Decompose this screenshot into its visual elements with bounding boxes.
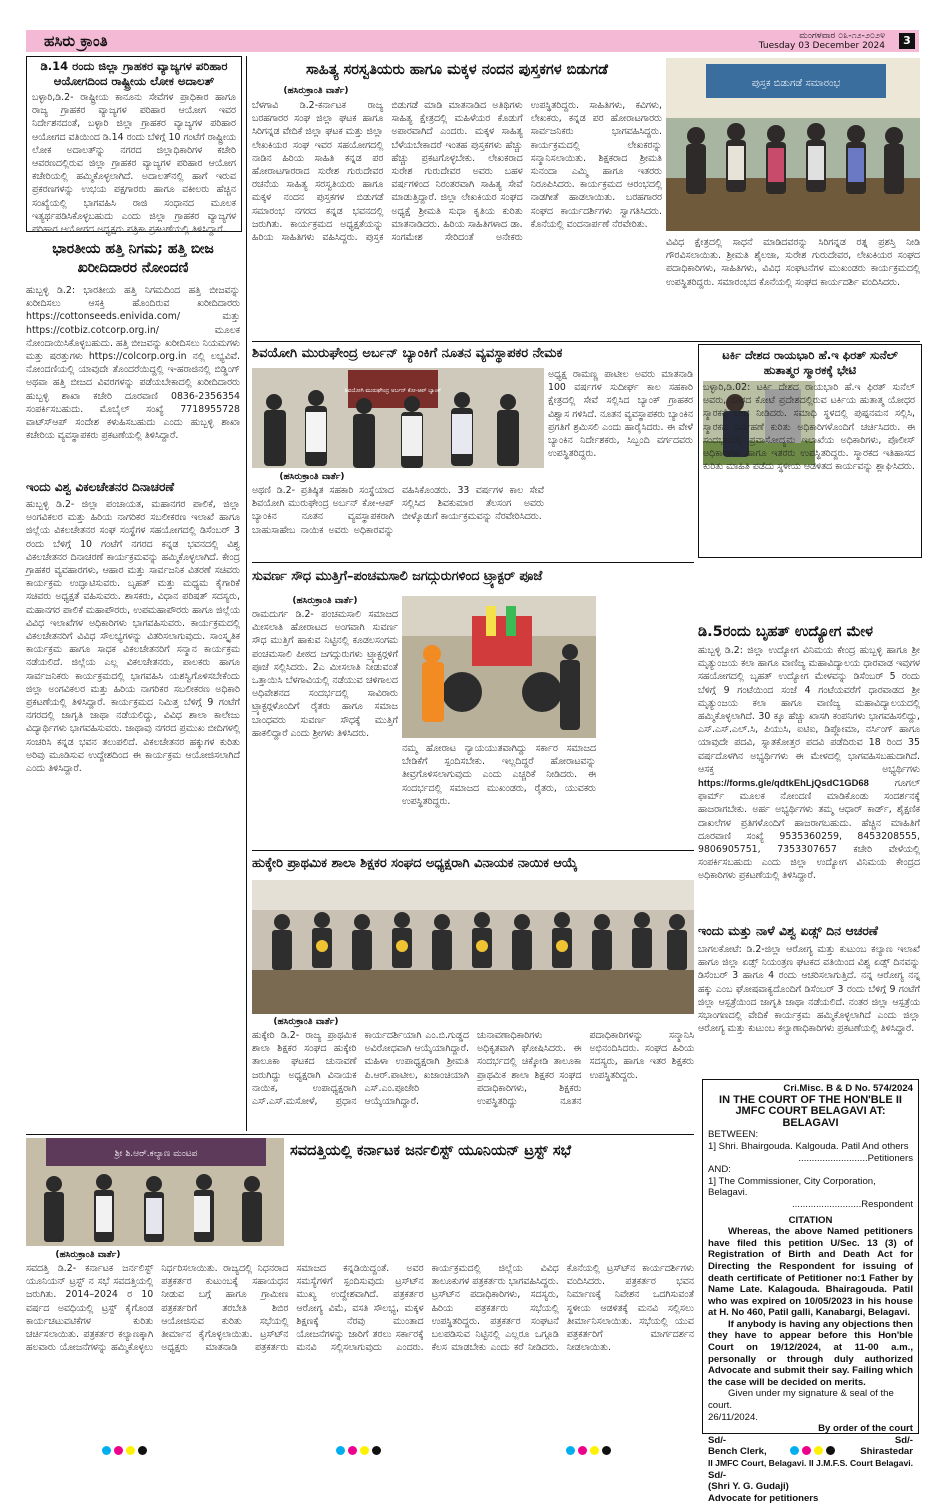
masthead [26,30,919,52]
masthead-date [759,31,885,51]
court-advocate-role: Advocate for petitioners [708,1492,819,1504]
turkey-box [698,344,922,558]
reg-dot [360,1446,369,1455]
court-given: Given under my signature & seal of the court. [708,1388,894,1412]
section-rule-2 [252,562,694,563]
court-order: By order of the court [818,1423,913,1435]
section-rule-4 [26,1134,694,1135]
court-respondent: 1] The Commissioner, City Corporation, Belagavi. [708,1175,876,1199]
job-body-text: ಹುಬ್ಬಳ್ಳಿ ಡಿ.2: ಜಿಲ್ಲಾ ಉದ್ಯೋಗ ವಿನಿಮಯ ಕೇಂದ್ರ ಹುಬ್ಬಳ್ಳಿ ಹಾಗೂ ಶ್ರೀ ಮೃತ್ಯುಂಜಯ ಕಲಾ ಹಾಗೂ ವಾಣಿಜ್ಯ ಮಹಾವಿದ್ಯಾಲಯ ಧಾರವಾಡ ಇವುಗಳ ಸಹಯೋಗದಲ್ಲಿ ಬೃಹತ್ ಉದ್ಯೋಗ ಮೇಳವನ್ನು ಡಿಸೆಂಬರ್ 5 ರಂದು ಬೆಳಿಗ್ಗೆ 9 ಗಂಟೆಯಿಂದ ಸಂಜೆ 4 ಗಂಟೆಯವರೆಗೆ ಧಾರವಾಡದ ಶ್ರೀ ಮೃತ್ಯುಂಜಯ ಕಲಾ ಹಾಗೂ ವಾಣಿಜ್ಯ ಮಹಾವಿದ್ಯಾಲಯದಲ್ಲಿ ಹಮ್ಮಿಕೊಳ್ಳಲಾಗಿದೆ. 30 ಕ್ಕೂ ಹೆಚ್ಚು ಖಾಸಗಿ ಕಂಪನಿಗಳು ಭಾಗವಹಿಸಲಿದ್ದು, ಎಸ್.ಎಸ್.ಎಲ್.ಸಿ, ಪಿಯುಸಿ, ಐಟಿಐ, ಡಿಪ್ಲೋಮಾ, ನರ್ಸಿಂಗ್ ಹಾಗೂ ಯಾವುದೇ ಪದವಿ, ಸ್ನಾತಕೋತ್ತರ ಪದವಿ ಪಡೆದಿರುವ 18 ರಿಂದ 35 ವರ್ಷದೊಳಗಿನ ಅಭ್ಯರ್ಥಿಗಳು ಈ ಮೇಳದಲ್ಲಿ ಭಾಗವಹಿಸಬಹುದಾಗಿದೆ. ಆಸಕ್ತ ಅಭ್ಯರ್ಥಿಗಳು [698,645,920,775]
reg-dot [102,1446,111,1455]
masthead-date-en: Tuesday 03 December 2024 [758,41,885,51]
job-body-text-2: ಗೂಗಲ್ ಫಾರ್ಮ್ ಮೂಲಕ ನೋಂದಣಿ ಮಾಡಿಕೊಂಡು ಸಂದರ್ಶನಕ್ಕೆ ಹಾಜರಾಗಬೇಕು. ಅರ್ಹ ಅಭ್ಯರ್ಥಿಗಳು ತಮ್ಮ ಆಧಾರ್ ಕಾರ್ಡ್, ಶೈಕ್ಷಣಿಕ ದಾಖಲೆಗಳ ಪ್ರತಿಗಳೊಂದಿಗೆ ಹಾಜರಾಗಬಹುದು. ಹೆಚ್ಚಿನ ಮಾಹಿತಿಗೆ ದೂರವಾಣಿ ಸಂಖ್ಯೆ 9535360259, 8453208555, 9806905751, 7353307657 ಕಚೇರಿ ವೇಳೆಯಲ್ಲಿ ಸಂಪರ್ಕಿಸಬಹುದು ಎಂದು ಜಿಲ್ಲಾ ಉದ್ಯೋಗ ವಿನಿಮಯ ಕೇಂದ್ರದ ಅಧಿಕಾರಿಗಳು ಪ್ರಕಟಣೆಯಲ್ಲಿ ತಿಳಿಸಿದ್ದಾರೆ. [698,778,920,882]
col1-story1-body: ಬಳ್ಳಾರಿ,ಡಿ.2- ರಾಷ್ಟ್ರೀಯ ಕಾನೂನು ಸೇವೆಗಳ ಪ್ರಾಧಿಕಾರ ಹಾಗೂ ರಾಜ್ಯ ಗ್ರಾಹಕರ ವ್ಯಾಜ್ಯಗಳ ಪರಿಹಾರ ಆಯೋಗ ಇವರ ನಿರ್ದೇಶನದಂತೆ, ಬಳ್ಳಾರಿ ಜಿಲ್ಲಾ ಗ್ರಾಹಕರ ವ್ಯಾಜ್ಯಗಳ ಪರಿಹಾರ ಆಯೋಗದ ವತಿಯಿಂದ ಡಿ.14 ರಂದು ಬೆಳಿಗ್ಗೆ 10 ಗಂಟೆಗೆ ರಾಷ್ಟ್ರೀಯ ಲೋಕ ಅದಾಲತ್‍ನ್ನು ನಗರದ ಜಿಲ್ಲಾಧಿಕಾರಿಗಳ ಕಚೇರಿ ಆವರಣದಲ್ಲಿರುವ ಜಿಲ್ಲಾ ಗ್ರಾಹಕರ ವ್ಯಾಜ್ಯಗಳ ಪರಿಹಾರ ಆಯೋಗ ಕಚೇರಿಯಲ್ಲಿ ಹಮ್ಮಿಕೊಳ್ಳಲಾಗಿದೆ. ಅದಾಲತ್‍ನಲ್ಲಿ ಹಾಗೆ ಇರುವ ಪ್ರಕರಣಗಳನ್ನು ಉಭಯ ಪಕ್ಷಗಾರರು ಹಾಗೂ ವಕೀಲರು ಹೆಚ್ಚಿನ ಸಂಖ್ಯೆಯಲ್ಲಿ ಭಾಗವಹಿಸಿ ರಾಜಿ ಸಂಧಾನದ ಮೂಲಕ ಇತ್ಯರ್ಥಪಡಿಸಿಕೊಳ್ಳಬಹುದು ಎಂದು ಜಿಲ್ಲಾ ಗ್ರಾಹಕರ ವ್ಯಾಜ್ಯಗಳ ಪರಿಹಾರ ಆಯೋಗದ ಅಧ್ಯಕ್ಷರು ಪತ್ರಿಕಾ ಪ್ರಕಟಣೆಯಲ್ಲಿ ತಿಳಿಸಿದ್ದಾರೆ. [32,92,236,236]
suvarna-body-left: ರಾಮದುರ್ಗ ಡಿ.2- ಪಂಚಮಸಾಲಿ ಸಮಾಜದ ಮೀಸಲಾತಿ ಹೋರಾಟದ ಅಂಗವಾಗಿ ಸುವರ್ಣ ಸೌಧ ಮುತ್ತಿಗೆ ಹಾಕುವ ನಿಟ್ಟಿನಲ್ಲಿ ಕೂಡಲಸಂಗಮ ಪಂಚಮಸಾಲಿ ಪೀಠದ ಜಗದ್ಗುರುಗಳು ಟ್ರ್ಯಾಕ್ಟರ್‍ಗಳಿಗೆ ಪೂಜೆ ಸಲ್ಲಿಸಿದರು. 2ಎ ಮೀಸಲಾತಿ ನೀಡುವಂತೆ ಒತ್ತಾಯಿಸಿ ಬೆಳಗಾವಿಯಲ್ಲಿ ನಡೆಯುವ ಚಳಿಗಾಲದ ಅಧಿವೇಶನದ ಸಂದರ್ಭದಲ್ಲಿ ಸಾವಿರಾರು ಟ್ರ್ಯಾಕ್ಟರ್‍ಗಳೊಂದಿಗೆ ರೈತರು ಹಾಗೂ ಸಮಾಜ ಬಾಂಧವರು ಸುವರ್ಣ ಸೌಧಕ್ಕೆ ಮುತ್ತಿಗೆ ಹಾಕಲಿದ್ದಾರೆ ಎಂದು ಶ್ರೀಗಳು ತಿಳಿಸಿದರು. [252,609,398,739]
court-petitioner: 1] Shri. Bhairgouda. Kalgouda. Patil And others [708,1140,909,1152]
reg-dot [566,1446,575,1455]
masthead-name: ಹಸಿರು ಕ್ರಾಂತಿ [44,32,108,50]
court-citation: CITATION [788,1214,833,1226]
page-number: 3 [899,33,915,49]
court-title-2: JMFC COURT BELAGAVI AT: BELAGAVI [735,1105,886,1129]
aids-body: ಬಾಗಲಕೋಟೆ: ಡಿ.2-ಜಿಲ್ಲಾ ಆರೋಗ್ಯ ಮತ್ತು ಕುಟುಂಬ ಕಲ್ಯಾಣ ಇಲಾಖೆ ಹಾಗೂ ಜಿಲ್ಲಾ ಏಡ್ಸ್ ನಿಯಂತ್ರಣ ಘಟಕದ ವತಿಯಿಂದ ವಿಶ್ವ ಏಡ್ಸ್ ದಿನವನ್ನು ಡಿಸೆಂಬರ್ 3 ಹಾಗೂ 4 ರಂದು ಆಚರಿಸಲಾಗುತ್ತಿದೆ. ನನ್ನ ಆರೋಗ್ಯ ನನ್ನ ಹಕ್ಕು ಎಂಬ ಘೋಷವಾಕ್ಯದೊಂದಿಗೆ ಡಿಸೆಂಬರ್ 3 ರಂದು ಬೆಳಿಗ್ಗೆ 9 ಗಂಟೆಗೆ ಜಿಲ್ಲಾ ಆಸ್ಪತ್ರೆಯಿಂದ ಜಾಗೃತಿ ಜಾಥಾ ನಡೆಯಲಿದೆ. ನಂತರ ಜಿಲ್ಲಾ ಆಸ್ಪತ್ರೆಯ ಸಭಾಂಗಣದಲ್ಲಿ ವೇದಿಕೆ ಕಾರ್ಯಕ್ರಮ ಹಮ್ಮಿಕೊಳ್ಳಲಾಗಿದೆ ಎಂದು ಜಿಲ್ಲಾ ಆರೋಗ್ಯ ಮತ್ತು ಕುಟುಂಬ ಕಲ್ಯಾಣಾಧಿಕಾರಿಗಳು ಪ್ರಕಟಣೆಯಲ್ಲಿ ತಿಳಿಸಿದ್ದಾರೆ. [698,944,920,1035]
court-sd-3: Sd/- [708,1469,727,1481]
lead-body: ಬೆಳಗಾವಿ ಡಿ.2-ಕರ್ನಾಟಕ ರಾಜ್ಯ ಬರಹಗಾರರ ಸಂಘ ಜಿಲ್ಲಾ ಘಟಕ ಹಾಗೂ ಸಿರಿಗನ್ನಡ ವೇದಿಕೆ ಜಿಲ್ಲಾ ಘಟಕ ಮತ್ತು ಜಿಲ್ಲಾ ಲೇಖಕಿಯರ ಸಂಘ ಇವರ ಸಹಯೋಗದಲ್ಲಿ ನಾಡಿನ ಹಿರಿಯ ಸಾಹಿತಿ ಕನ್ನಡ ಪರ ಹೋರಾಟಗಾರರಾದ ಸುರೇಶ ಗುರುದೇವರ ರಚನೆಯ ಸಾಹಿತ್ಯ ಸರಸ್ವತಿಯರು ಹಾಗೂ ಮಕ್ಕಳ ನಂದನ ಪುಸ್ತಕಗಳ ಬಿಡುಗಡೆ ಸಮಾರಂಭ ನಗರದ ಕನ್ನಡ ಭವನದಲ್ಲಿ ಜರುಗಿತು. ಕಾರ್ಯಕ್ರಮದ ಅಧ್ಯಕ್ಷತೆಯನ್ನು ಹಿರಿಯ ಸಾಹಿತಿಗಳು ವಹಿಸಿದ್ದರು. ಪುಸ್ತಕ ಬಿಡುಗಡೆ ಮಾಡಿ ಮಾತನಾಡಿದ ಅತಿಥಿಗಳು ಸಾಹಿತ್ಯ ಕ್ಷೇತ್ರದಲ್ಲಿ ಮಹಿಳೆಯರ ಕೊಡುಗೆ ಅಪಾರವಾಗಿದೆ ಎಂದರು. ಮಕ್ಕಳ ಸಾಹಿತ್ಯ ಬೆಳೆಯಬೇಕಾದರೆ ಇಂತಹ ಪುಸ್ತಕಗಳು ಹೆಚ್ಚು ಹೆಚ್ಚು ಪ್ರಕಟಗೊಳ್ಳಬೇಕು. ಲೇಖಕರಾದ ಸುರೇಶ ಗುರುದೇವರ ಅವರು ಬಹಳ ವರ್ಷಗಳಿಂದ ನಿರಂತರವಾಗಿ ಸಾಹಿತ್ಯ ಸೇವೆ ಮಾಡುತ್ತಿದ್ದಾರೆ. ಜಿಲ್ಲಾ ಲೇಖಕಿಯರ ಸಂಘದ ಅಧ್ಯಕ್ಷೆ ಶ್ರೀಮತಿ ಸುಧಾ ಕೃತಿಯ ಕುರಿತು ಮಾತನಾಡಿದರು. ಹಿರಿಯ ಸಾಹಿತಿಗಳಾದ ಡಾ. ಸಂಗಮೇಶ ಸೇರಿದಂತೆ ಅನೇಕರು ಉಪಸ್ಥಿತರಿದ್ದರು. ಸಾಹಿತಿಗಳು, ಕವಿಗಳು, ಲೇಖಕರು, ಕನ್ನಡ ಪರ ಹೋರಾಟಗಾರರು ಸಾರ್ವಜನಿಕರು ಭಾಗವಹಿಸಿದ್ದರು. ಕಾರ್ಯಕ್ರಮದಲ್ಲಿ ಲೇಖಕರನ್ನು ಸನ್ಮಾನಿಸಲಾಯಿತು. ಶಿಕ್ಷಕರಾದ ಶ್ರೀಮತಿ ಸುನಂದಾ ಎಮ್ಮಿ ಹಾಗೂ ಇತರರು ನಿರೂಪಿಸಿದರು. ಕಾರ್ಯಕ್ರಮದ ಆರಂಭದಲ್ಲಿ ನಾಡಗೀತೆ ಹಾಡಲಾಯಿತು. ಬರಹಗಾರರ ಸಂಘದ ಕಾರ್ಯದರ್ಶಿಗಳು ಸ್ವಾಗತಿಸಿದರು. ಕೊನೆಯಲ್ಲಿ ವಂದನಾರ್ಪಣೆ ನೆರವೇರಿತು. [252,100,662,244]
journalist-body: ಸವದತ್ತಿ ಡಿ.2- ಕರ್ನಾಟಕ ಜರ್ನಲಿಸ್ಟ್ ಯೂನಿಯನ್ ಟ್ರಸ್ಟ್ ನ ಸಭೆ ಸವದತ್ತಿಯಲ್ಲಿ ಜರುಗಿತು. 2014–2024 ರ 10 ವರ್ಷದ ಅವಧಿಯಲ್ಲಿ ಟ್ರಸ್ಟ್ ಕೈಗೊಂಡ ಕಾರ್ಯಚಟುವಟಿಕೆಗಳ ಕುರಿತು ಚರ್ಚಿಸಲಾಯಿತು. ಪತ್ರಕರ್ತರ ಕಲ್ಯಾಣಕ್ಕಾಗಿ ಹಲವಾರು ಯೋಜನೆಗಳನ್ನು ಹಮ್ಮಿಕೊಳ್ಳಲು ನಿರ್ಧರಿಸಲಾಯಿತು. ರಾಜ್ಯದಲ್ಲಿ ನಿಧನರಾದ ಪತ್ರಕರ್ತರ ಕುಟುಂಬಕ್ಕೆ ಸಹಾಯಧನ ನೀಡುವ ಬಗ್ಗೆ ಹಾಗೂ ಗ್ರಾಮೀಣ ಪತ್ರಕರ್ತರಿಗೆ ತರಬೇತಿ ಶಿಬಿರ ಆಯೋಜಿಸುವ ಕುರಿತು ಸಭೆಯಲ್ಲಿ ತೀರ್ಮಾನ ಕೈಗೊಳ್ಳಲಾಯಿತು. ಟ್ರಸ್ಟ್‍ನ ಅಧ್ಯಕ್ಷರು ಮಾತನಾಡಿ ಪತ್ರಕರ್ತರು ಸಮಾಜದ ಕನ್ನಡಿಯಿದ್ದಂತೆ. ಅವರ ಸಮಸ್ಯೆಗಳಿಗೆ ಸ್ಪಂದಿಸುವುದು ಟ್ರಸ್ಟ್‍ನ ಮುಖ್ಯ ಉದ್ದೇಶವಾಗಿದೆ. ಪತ್ರಕರ್ತರ ಆರೋಗ್ಯ ವಿಮೆ, ವಸತಿ ಸೌಲಭ್ಯ, ಮಕ್ಕಳ ಶಿಕ್ಷಣಕ್ಕೆ ನೆರವು ಮುಂತಾದ ಯೋಜನೆಗಳನ್ನು ಜಾರಿಗೆ ತರಲು ಸರ್ಕಾರಕ್ಕೆ ಮನವಿ ಸಲ್ಲಿಸಲಾಗುವುದು ಎಂದರು. ಕಾರ್ಯಕ್ರಮದಲ್ಲಿ ಜಿಲ್ಲೆಯ ವಿವಿಧ ತಾಲೂಕುಗಳ ಪತ್ರಕರ್ತರು ಭಾಗವಹಿಸಿದ್ದರು. ಟ್ರಸ್ಟ್‍ನ ಪದಾಧಿಕಾರಿಗಳು, ಸದಸ್ಯರು, ಹಿರಿಯ ಪತ್ರಕರ್ತರು ಸಭೆಯಲ್ಲಿ ಉಪಸ್ಥಿತರಿದ್ದರು. ಪತ್ರಕರ್ತರ ಸಂಘಟನೆ ಬಲಪಡಿಸುವ ನಿಟ್ಟಿನಲ್ಲಿ ಎಲ್ಲರೂ ಒಗ್ಗೂಡಿ ಕೆಲಸ ಮಾಡಬೇಕು ಎಂದು ಕರೆ ನೀಡಿದರು. ಕೊನೆಯಲ್ಲಿ ಟ್ರಸ್ಟ್‍ನ ಕಾರ್ಯದರ್ಶಿಗಳು ವಂದಿಸಿದರು. ಪತ್ರಕರ್ತರ ಭವನ ನಿರ್ಮಾಣಕ್ಕೆ ನಿವೇಶನ ಒದಗಿಸುವಂತೆ ಸ್ಥಳೀಯ ಆಡಳಿತಕ್ಕೆ ಮನವಿ ಸಲ್ಲಿಸಲು ತೀರ್ಮಾನಿಸಲಾಯಿತು. ಸಭೆಯಲ್ಲಿ ಯುವ ಪತ್ರಕರ್ತರಿಗೆ ಮಾರ್ಗದರ್ಶನ ನೀಡಲಾಯಿತು. [26,1263,694,1354]
section-rule-3 [252,850,694,851]
hukkeri-photo [252,880,694,1014]
court-body-2: If anybody is having any objections then they have to appear before this Hon'ble Court on 19/12/2024, at 11-00 a.m., personally or through duly authorized Advocate and submit their say. Failing which the case will be decided on merits. [708,1318,913,1388]
hukkeri-body: ಹುಕ್ಕೇರಿ ಡಿ.2- ರಾಜ್ಯ ಪ್ರಾಥಮಿಕ ಶಾಲಾ ಶಿಕ್ಷಕರ ಸಂಘದ ಹುಕ್ಕೇರಿ ತಾಲೂಕಾ ಘಟಕದ ಚುನಾವಣೆ ಜರುಗಿದ್ದು ಅಧ್ಯಕ್ಷರಾಗಿ ವಿನಾಯಕ ನಾಯಿಕ, ಉಪಾಧ್ಯಕ್ಷರಾಗಿ ಎಸ್.ಎಸ್.ಮಸೋಳೆ, ಪ್ರಧಾನ ಕಾರ್ಯದರ್ಶಿಯಾಗಿ ಎಂ.ಬಿ.ಗುಡ್ಡದ ಅವಿರೋಧವಾಗಿ ಆಯ್ಕೆಯಾಗಿದ್ದಾರೆ. ಮಹಿಳಾ ಉಪಾಧ್ಯಕ್ಷರಾಗಿ ಶ್ರೀಮತಿ ಪಿ.ಆರ್.ಪಾಟೀಲ, ಖಜಾಂಚಿಯಾಗಿ ಎಸ್.ಎಂ.ಪೂಜೇರಿ ಆಯ್ಕೆಯಾಗಿದ್ದಾರೆ. ಚುನಾವಣಾಧಿಕಾರಿಗಳು ಅಧಿಕೃತವಾಗಿ ಘೋಷಿಸಿದರು. ಈ ಸಂದರ್ಭದಲ್ಲಿ ಚಿಕ್ಕೋಡಿ ತಾಲೂಕಾ ಪ್ರಾಥಮಿಕ ಶಾಲಾ ಶಿಕ್ಷಕರ ಸಂಘದ ಪದಾಧಿಕಾರಿಗಳು, ಶಿಕ್ಷಕರು ಉಪಸ್ಥಿತರಿದ್ದು ನೂತನ ಪದಾಧಿಕಾರಿಗಳನ್ನು ಸನ್ಮಾನಿಸಿ ಅಭಿನಂದಿಸಿದರು. ಸಂಘದ ಹಿರಿಯ ಸದಸ್ಯರು, ಹಾಗೂ ಇತರ ಶಿಕ್ಷಕರು ಉಪಸ್ಥಿತರಿದ್ದರು. [252,1030,694,1108]
col1-story2-body: ಹುಬ್ಬಳ್ಳಿ ಡಿ.2: ಭಾರತೀಯ ಹತ್ತಿ ನಿಗಮದಿಂದ ಹತ್ತಿ ಬೀಜವನ್ನು ಖರೀದಿಸಲು ಆಸಕ್ತಿ ಹೊಂದಿರುವ ಖರೀದಿದಾರರು https://cottonseeds.enivida.com/ ಮತ್ತು https://cotbiz.cotcorp.org.in/ ಮೂಲಕ ನೋಂದಾಯಿಸಿಕೊಳ್ಳಬಹುದು. ಹತ್ತಿ ಬೀಜವನ್ನು ಖರೀದಿಸಲು ನಿಯಮಗಳು ಮತ್ತು ಷರತ್ತುಗಳು https://colcorp.org.in ನಲ್ಲಿ ಲಭ್ಯವಿವೆ. ನೋಂದಣಿಯಲ್ಲಿ ಯಾವುದೇ ತೊಂದರೆಯಿದ್ದಲ್ಲಿ ಇ-ಹರಾಜಿನಲ್ಲಿ ಬಿಡ್ಡಿಂಗ್ ಅಥವಾ ಹತ್ತಿ ಬೀಜದ ವಿವರಗಳನ್ನು ಪಡೆಯಬೇಕಾದಲ್ಲಿ ಖರೀದಿದಾರರು ಹುಬ್ಬಳ್ಳಿ ಶಾಖಾ ಕಚೇರಿ ದೂರವಾಣಿ 0836-2356354 ಸಂಪರ್ಕಿಸಬಹುದು. ಮೊಬೈಲ್ ಸಂಖ್ಯೆ 7718955728 ವಾಟ್ಸ್‍ಆಪ್ ಸಂದೇಶ ಕಳುಹಿಸಬಹುದು ಎಂದು ಹುಬ್ಬಳ್ಳಿ ಶಾಖಾ ಕಚೇರಿಯ ವ್ಯವಸ್ಥಾಪಕರು ಪ್ರಕಟಣೆಯಲ್ಲಿ ತಿಳಿಸಿದ್ದಾರೆ. [26,285,240,442]
lead-caption: ವಿವಿಧ ಕ್ಷೇತ್ರದಲ್ಲಿ ಸಾಧನೆ ಮಾಡಿದವರನ್ನು ಸಿರಿಗನ್ನಡ ರತ್ನ ಪ್ರಶಸ್ತಿ ನೀಡಿ ಗೌರವಿಸಲಾಯಿತು. ಶ್ರೀಮತಿ ಶೈಲಜಾ, ಸುರೇಶ ಗುರುದೇವರ, ಲೇಖಕಿಯರ ಸಂಘದ ಪದಾಧಿಕಾರಿಗಳು, ಸಾಹಿತಿಗಳು, ವಿವಿಧ ಸಂಘಟನೆಗಳ ಮುಖಂಡರು ಕಾರ್ಯಕ್ರಮದಲ್ಲಿ ಉಪಸ್ಥಿತರಿದ್ದರು. ಸಮಾರಂಭದ ಕೊನೆಯಲ್ಲಿ ಸಂಘದ ಕಾರ್ಯದರ್ಶಿ ವಂದಿಸಿದರು. [666,237,920,288]
column-divider [246,56,247,1131]
journalist-headline: ಸವದತ್ತಿಯಲ್ಲಿ ಕರ್ನಾಟಕ ಜರ್ನಲಿಸ್ಟ್ ಯೂನಿಯನ್ ಟ್ರಸ್ಟ್ ಸಭೆ [290,1143,572,1159]
reg-dot [372,1446,381,1455]
lead-photo-banner-text: ಪುಸ್ತಕ ಬಿಡುಗಡೆ ಸಮಾರಂಭ [751,78,841,89]
job-headline: ಡಿ.5ರಂದು ಬೃಹತ್ ಉದ್ಯೋಗ ಮೇಳ [698,624,873,640]
court-notice [702,1079,919,1504]
court-bench-clerk: Bench Clerk, [708,1446,767,1458]
court-case-no: Cri.Misc. B & D No. 574/2024 [783,1083,913,1094]
court-sd-1: Sd/- [708,1434,727,1446]
court-respondent-role: ..........................Respondent [791,1198,913,1210]
court-date: 26/11/2024. [708,1411,758,1423]
reg-dot [126,1446,135,1455]
court-sign-row-3 [708,1458,913,1470]
col1-story2-headline: ಭಾರತೀಯ ಹತ್ತಿ ನಿಗಮ; ಹತ್ತಿ ಬೀಜ ಖರೀದಿದಾರರ ನೋಂದಣಿ [52,241,214,276]
col1-story1-headline: ಡಿ.14 ರಂದು ಜಿಲ್ಲಾ ಗ್ರಾಹಕರ ವ್ಯಾಜ್ಯಗಳ ಪರಿಹಾರ ಆಯೋಗದಿಂದ ರಾಷ್ಟ್ರೀಯ ಲೋಕ ಅದಾಲತ್ [40,59,228,88]
bank-credit: (ಹಸಿರುಕ್ರಾಂತಿ ವಾರ್ತೆ) [279,472,345,482]
bank-photo [252,368,544,468]
lead-headline: ಸಾಹಿತ್ಯ ಸರಸ್ವತಿಯರು ಹಾಗೂ ಮಕ್ಕಳ ನಂದನ ಪುಸ್ತಕಗಳ ಬಿಡುಗಡೆ [306,62,608,78]
reg-dot [138,1446,147,1455]
reg-dot [802,1446,811,1455]
journalist-photo [26,1138,284,1246]
suvarna-credit: (ಹಸಿರುಕ್ರಾಂತಿ ವಾರ್ತೆ) [292,596,358,606]
col1-story3-body: ಹುಬ್ಬಳ್ಳಿ ಡಿ.2- ಜಿಲ್ಲಾ ಪಂಚಾಯತ, ಮಹಾನಗರ ಪಾಲಿಕೆ, ಜಿಲ್ಲಾ ಅಂಗವಿಕಲರ ಮತ್ತು ಹಿರಿಯ ನಾಗರಿಕರ ಸಬಲೀಕರಣ ಇಲಾಖೆ ಹಾಗೂ ಜಿಲ್ಲೆಯ ವಿಕಲಚೇತನರ ಸಂಘ ಸಂಸ್ಥೆಗಳ ಸಹಯೋಗದಲ್ಲಿ ಡಿಸೆಂಬರ್ 3 ರಂದು ಬೆಳಿಗ್ಗೆ 10 ಗಂಟೆಗೆ ನಗರದ ಕನ್ನಡ ಭವನದಲ್ಲಿ ವಿಶ್ವ ವಿಕಲಚೇತನರ ದಿನಾಚರಣೆ ಕಾರ್ಯಕ್ರಮವನ್ನು ಹಮ್ಮಿಕೊಳ್ಳಲಾಗಿದೆ. ಕೇಂದ್ರ ಗ್ರಾಹಕರ ವ್ಯವಹಾರಗಳು, ಆಹಾರ ಮತ್ತು ಸಾರ್ವಜನಿಕ ವಿತರಣೆ ಸಚಿವರು ಕಾರ್ಯಕ್ರಮ ಉದ್ಘಾಟಿಸುವರು. ಬೃಹತ್ ಮತ್ತು ಮಧ್ಯಮ ಕೈಗಾರಿಕೆ ಸಚಿವರು ಅಧ್ಯಕ್ಷತೆ ವಹಿಸುವರು. ಶಾಸಕರು, ವಿಧಾನ ಪರಿಷತ್ ಸದಸ್ಯರು, ಮಹಾನಗರ ಪಾಲಿಕೆ ಮಹಾಪೌರರು, ಉಪಮಹಾಪೌರರು ಹಾಗೂ ಜಿಲ್ಲೆಯ ವಿವಿಧ ಇಲಾಖೆಗಳ ಅಧಿಕಾರಿಗಳು ಭಾಗವಹಿಸುವರು. ಕಾರ್ಯಕ್ರಮದಲ್ಲಿ ವಿಕಲಚೇತನರಿಗೆ ವಿವಿಧ ಸೌಲಭ್ಯಗಳನ್ನು ವಿತರಿಸಲಾಗುವುದು. ಸಾಂಸ್ಕೃತಿಕ ಕಾರ್ಯಕ್ರಮ ಹಾಗೂ ಸಾಧಕ ವಿಕಲಚೇತನರಿಗೆ ಸನ್ಮಾನ ಕಾರ್ಯಕ್ರಮ ನಡೆಯಲಿದೆ. ಜಿಲ್ಲೆಯ ಎಲ್ಲ ವಿಕಲಚೇತನರು, ಪಾಲಕರು ಹಾಗೂ ಸಾರ್ವಜನಿಕರು ಕಾರ್ಯಕ್ರಮದಲ್ಲಿ ಭಾಗವಹಿಸಿ ಯಶಸ್ವಿಗೊಳಿಸಬೇಕೆಂದು ಜಿಲ್ಲಾ ಅಂಗವಿಕಲರ ಮತ್ತು ಹಿರಿಯ ನಾಗರಿಕರ ಸಬಲೀಕರಣ ಅಧಿಕಾರಿ ಪ್ರಕಟಣೆಯಲ್ಲಿ ತಿಳಿಸಿದ್ದಾರೆ. ಕಾರ್ಯಕ್ರಮದ ನಿಮಿತ್ತ ಬೆಳಿಗ್ಗೆ 9 ಗಂಟೆಗೆ ನಗರದಲ್ಲಿ ಜಾಗೃತಿ ಜಾಥಾ ನಡೆಯಲಿದ್ದು, ವಿವಿಧ ಶಾಲಾ ಕಾಲೇಜು ವಿದ್ಯಾರ್ಥಿಗಳು ಭಾಗವಹಿಸುವರು. ಜಾಥಾವು ನಗರದ ಪ್ರಮುಖ ಬೀದಿಗಳಲ್ಲಿ ಸಂಚರಿಸಿ ಕನ್ನಡ ಭವನ ತಲುಪಲಿದೆ. ವಿಕಲಚೇತನರ ಹಕ್ಕುಗಳ ಕುರಿತು ಅರಿವು ಮೂಡಿಸುವ ಉದ್ದೇಶದಿಂದ ಈ ಕಾರ್ಯಕ್ರಮ ಆಯೋಜಿಸಲಾಗಿದೆ ಎಂದು ತಿಳಿಸಿದ್ದಾರೆ. [26,499,240,775]
journalist-photo-banner-text: ಶ್ರೀ ಶಿ.ಆರ್.ಕಲ್ಯಾಣ ಮಂಟಪ [114,1149,198,1159]
job-body [698,644,920,882]
reg-dot [790,1446,799,1455]
court-court-1: II JMFC Court, Belagavi. [708,1458,807,1468]
reg-dot [336,1446,345,1455]
court-body: Whereas, the above Named petitioners have filed this petition U/Sec. 13 (3) of Registration of Birth and Death Act for Directing the Respondent for issuing of death certificate of Petitioner no:1 Father by Name Late. Kalagouda. Bhairagouda. Patil who was expired on 10/05/2023 in his house at H. No 460, Patil galli, Kanabargi, Belagavi. [708,1226,913,1319]
bank-photo-banner-text: ಶಿವಯೋಗಿ ಮುರುಘೇಂದ್ರ ಅರ್ಬನ್ ಕೋ-ಆಪ್ ಬ್ಯಾಂಕ್ [344,388,442,394]
court-between: BETWEEN: [708,1129,759,1141]
reg-dot [348,1446,357,1455]
reg-dot [114,1446,123,1455]
court-sd-2: Sd/- [894,1434,913,1446]
hukkeri-credit: (ಹಸಿರುಕ್ರಾಂತಿ ವಾರ್ತೆ) [273,1017,339,1027]
suvarna-photo [402,596,596,738]
suvarna-body-right: ನಮ್ಮ ಹೋರಾಟ ನ್ಯಾಯಯುತವಾಗಿದ್ದು ಸರ್ಕಾರ ಸಮಾಜದ ಬೇಡಿಕೆಗೆ ಸ್ಪಂದಿಸಬೇಕು. ಇಲ್ಲದಿದ್ದರೆ ಹೋರಾಟವನ್ನು ತೀವ್ರಗೊಳಿಸಲಾಗುವುದು ಎಂದು ಎಚ್ಚರಿಕೆ ನೀಡಿದರು. ಈ ಸಂದರ್ಭದಲ್ಲಿ ಸಮಾಜದ ಮುಖಂಡರು, ರೈತರು, ಯುವಕರು ಉಪಸ್ಥಿತರಿದ್ದರು. [402,743,596,807]
bank-body-right: ಅಧ್ಯಕ್ಷ ರಾಮಣ್ಣ ಪಾಟೀಲ ಅವರು ಮಾತನಾಡಿ 100 ವರ್ಷಗಳ ಸುದೀರ್ಘ ಕಾಲ ಸಹಕಾರಿ ಕ್ಷೇತ್ರದಲ್ಲಿ ಸೇವೆ ಸಲ್ಲಿಸಿದ ಬ್ಯಾಂಕ್ ಗ್ರಾಹಕರ ವಿಶ್ವಾಸ ಗಳಿಸಿದೆ. ನೂತನ ವ್ಯವಸ್ಥಾಪಕರು ಬ್ಯಾಂಕಿನ ಪ್ರಗತಿಗೆ ಶ್ರಮಿಸಲಿ ಎಂದು ಹಾರೈಸಿದರು. ಈ ವೇಳೆ ಬ್ಯಾಂಕಿನ ನಿರ್ದೇಶಕರು, ಸಿಬ್ಬಂದಿ ವರ್ಗದವರು ಉಪಸ್ಥಿತರಿದ್ದರು. [548,369,693,460]
court-and: AND: [708,1164,731,1176]
hukkeri-headline: ಹುಕ್ಕೇರಿ ಪ್ರಾಥಮಿಕ ಶಾಲಾ ಶಿಕ್ಷಕರ ಸಂಘದ ಅಧ್ಯಕ್ಷರಾಗಿ ವಿನಾಯಕ ನಾಯಿಕ ಆಯ್ಕೆ [252,856,578,871]
court-court-2: II J.M.F.S. Court Belagavi. [808,1458,913,1468]
reg-dot [814,1446,823,1455]
reg-dot [826,1446,835,1455]
reg-dot [590,1446,599,1455]
bank-body-left: ಅಥಣಿ ಡಿ.2- ಪ್ರತಿಷ್ಠಿತ ಸಹಕಾರಿ ಸಂಸ್ಥೆಯಾದ ಶಿವಯೋಗಿ ಮುರುಘೇಂದ್ರ ಅರ್ಬನ್ ಕೋ-ಆಪ್ ಬ್ಯಾಂಕಿನ ನೂತನ ವ್ಯವಸ್ಥಾಪಕರಾಗಿ ಬಾಹುಸಾಹೇಬ ನಾಯಿಕ ಅವರು ಅಧಿಕಾರವನ್ನು ವಹಿಸಿಕೊಂಡರು. 33 ವರ್ಷಗಳ ಕಾಲ ಸೇವೆ ಸಲ್ಲಿಸಿದ ಶಿವಕುಮಾರ ತೆಲಸಂಗ ಅವರು ಬೀಳ್ಕೊಡುಗೆ ಕಾರ್ಯಕ್ರಮವನ್ನು ನೆರವೇರಿಸಿದರು. [252,485,544,536]
turkey-headline: ಟರ್ಕಿ ದೇಶದ ರಾಯಭಾರಿ ಹೆ.ಇ ಫಿರತ್ ಸುನೆಲ್ ಹುತಾತ್ಮರ ಸ್ಮಾರಕಕ್ಕೆ ಭೇಟಿ [722,348,898,377]
col1-story1-box [26,56,242,236]
masthead-date-kn: ಮಂಗಳವಾರ ೦೩-೧೨-೨೦೨೪ [799,31,885,41]
col1-story3-headline: ಇಂದು ವಿಶ್ವ ವಿಕಲಚೇತನರ ದಿನಾಚರಣೆ [26,480,175,494]
court-petitioner-role: ..........................Petitioners [798,1152,913,1164]
court-title-1: IN THE COURT OF THE HON'BLE II [719,1093,902,1106]
journalist-credit: (ಹಸಿರುಕ್ರಾಂತಿ ವಾರ್ತೆ) [55,1250,121,1260]
registration-marks [0,1446,945,1458]
lead-photo [666,58,920,231]
section-rule-1 [252,341,920,342]
aids-headline: ಇಂದು ಮತ್ತು ನಾಳೆ ವಿಶ್ವ ಏಡ್ಸ್ ದಿನ ಆಚರಣೆ [698,923,878,938]
reg-dot [602,1446,611,1455]
lead-credit: (ಹಸಿರುಕ್ರಾಂತಿ ವಾರ್ತೆ) [283,86,349,96]
turkey-body: ಬಳ್ಳಾರಿ,ಡಿ.02: ಟರ್ಕಿ ದೇಶದ ರಾಯಭಾರಿ ಹೆ.ಇ ಫಿರತ್ ಸುನೆಲ್ ಅವರು, ನಗರದ ಕೋಟೆ ಪ್ರದೇಶದಲ್ಲಿರುವ ಟರ್ಕಿಯ ಹುತಾತ್ಮ ಯೋಧರ ಸ್ಮಾರಕಕ್ಕೆ ಭೇಟಿ ನೀಡಿದರು. ಸಮಾಧಿ ಸ್ಥಳದಲ್ಲಿ ಪುಷ್ಪನಮನ ಸಲ್ಲಿಸಿ, ಸ್ಮಾರಕದ ನಿರ್ವಹಣೆ ಕುರಿತು ಅಧಿಕಾರಿಗಳೊಂದಿಗೆ ಚರ್ಚಿಸಿದರು. ಈ ಸಂದರ್ಭದಲ್ಲಿ ಪ್ರವಾಸೋದ್ಯಮ ಇಲಾಖೆಯ ಅಧಿಕಾರಿಗಳು, ಪೊಲೀಸ್ ಅಧಿಕಾರಿಗಳು ಹಾಗೂ ಇತರರು ಉಪಸ್ಥಿತರಿದ್ದರು. ಸ್ಮಾರಕದ ಇತಿಹಾಸದ ಕುರಿತು ಮಾಹಿತಿ ಪಡೆದು ಸ್ಥಳೀಯ ಆಡಳಿತದ ಕಾರ್ಯವನ್ನು ಶ್ಲಾಘಿಸಿದರು. [703,382,915,473]
reg-dot [578,1446,587,1455]
court-shirastedar: Shirastedar [860,1446,913,1458]
court-advocate: (Shri Y. G. Gudaji) [708,1481,789,1493]
job-link[interactable]: https://forms.gle/qdtkEhLjQsdC1GD68 [698,777,869,789]
bank-headline: ಶಿವಯೋಗಿ ಮುರುಘೇಂದ್ರ ಅರ್ಬನ್ ಬ್ಯಾಂಕಿಗೆ ನೂತನ ವ್ಯವಸ್ಥಾಪಕರ ನೇಮಕ [252,346,563,361]
court-sign-row-1 [708,1435,913,1447]
suvarna-headline: ಸುವರ್ಣ ಸೌಧ ಮುತ್ತಿಗೆ–ಪಂಚಮಸಾಲಿ ಜಗದ್ಗುರುಗಳಿಂದ ಟ್ರ್ಯಾಕ್ಟರ್ ಪೂಜೆ [252,569,543,584]
